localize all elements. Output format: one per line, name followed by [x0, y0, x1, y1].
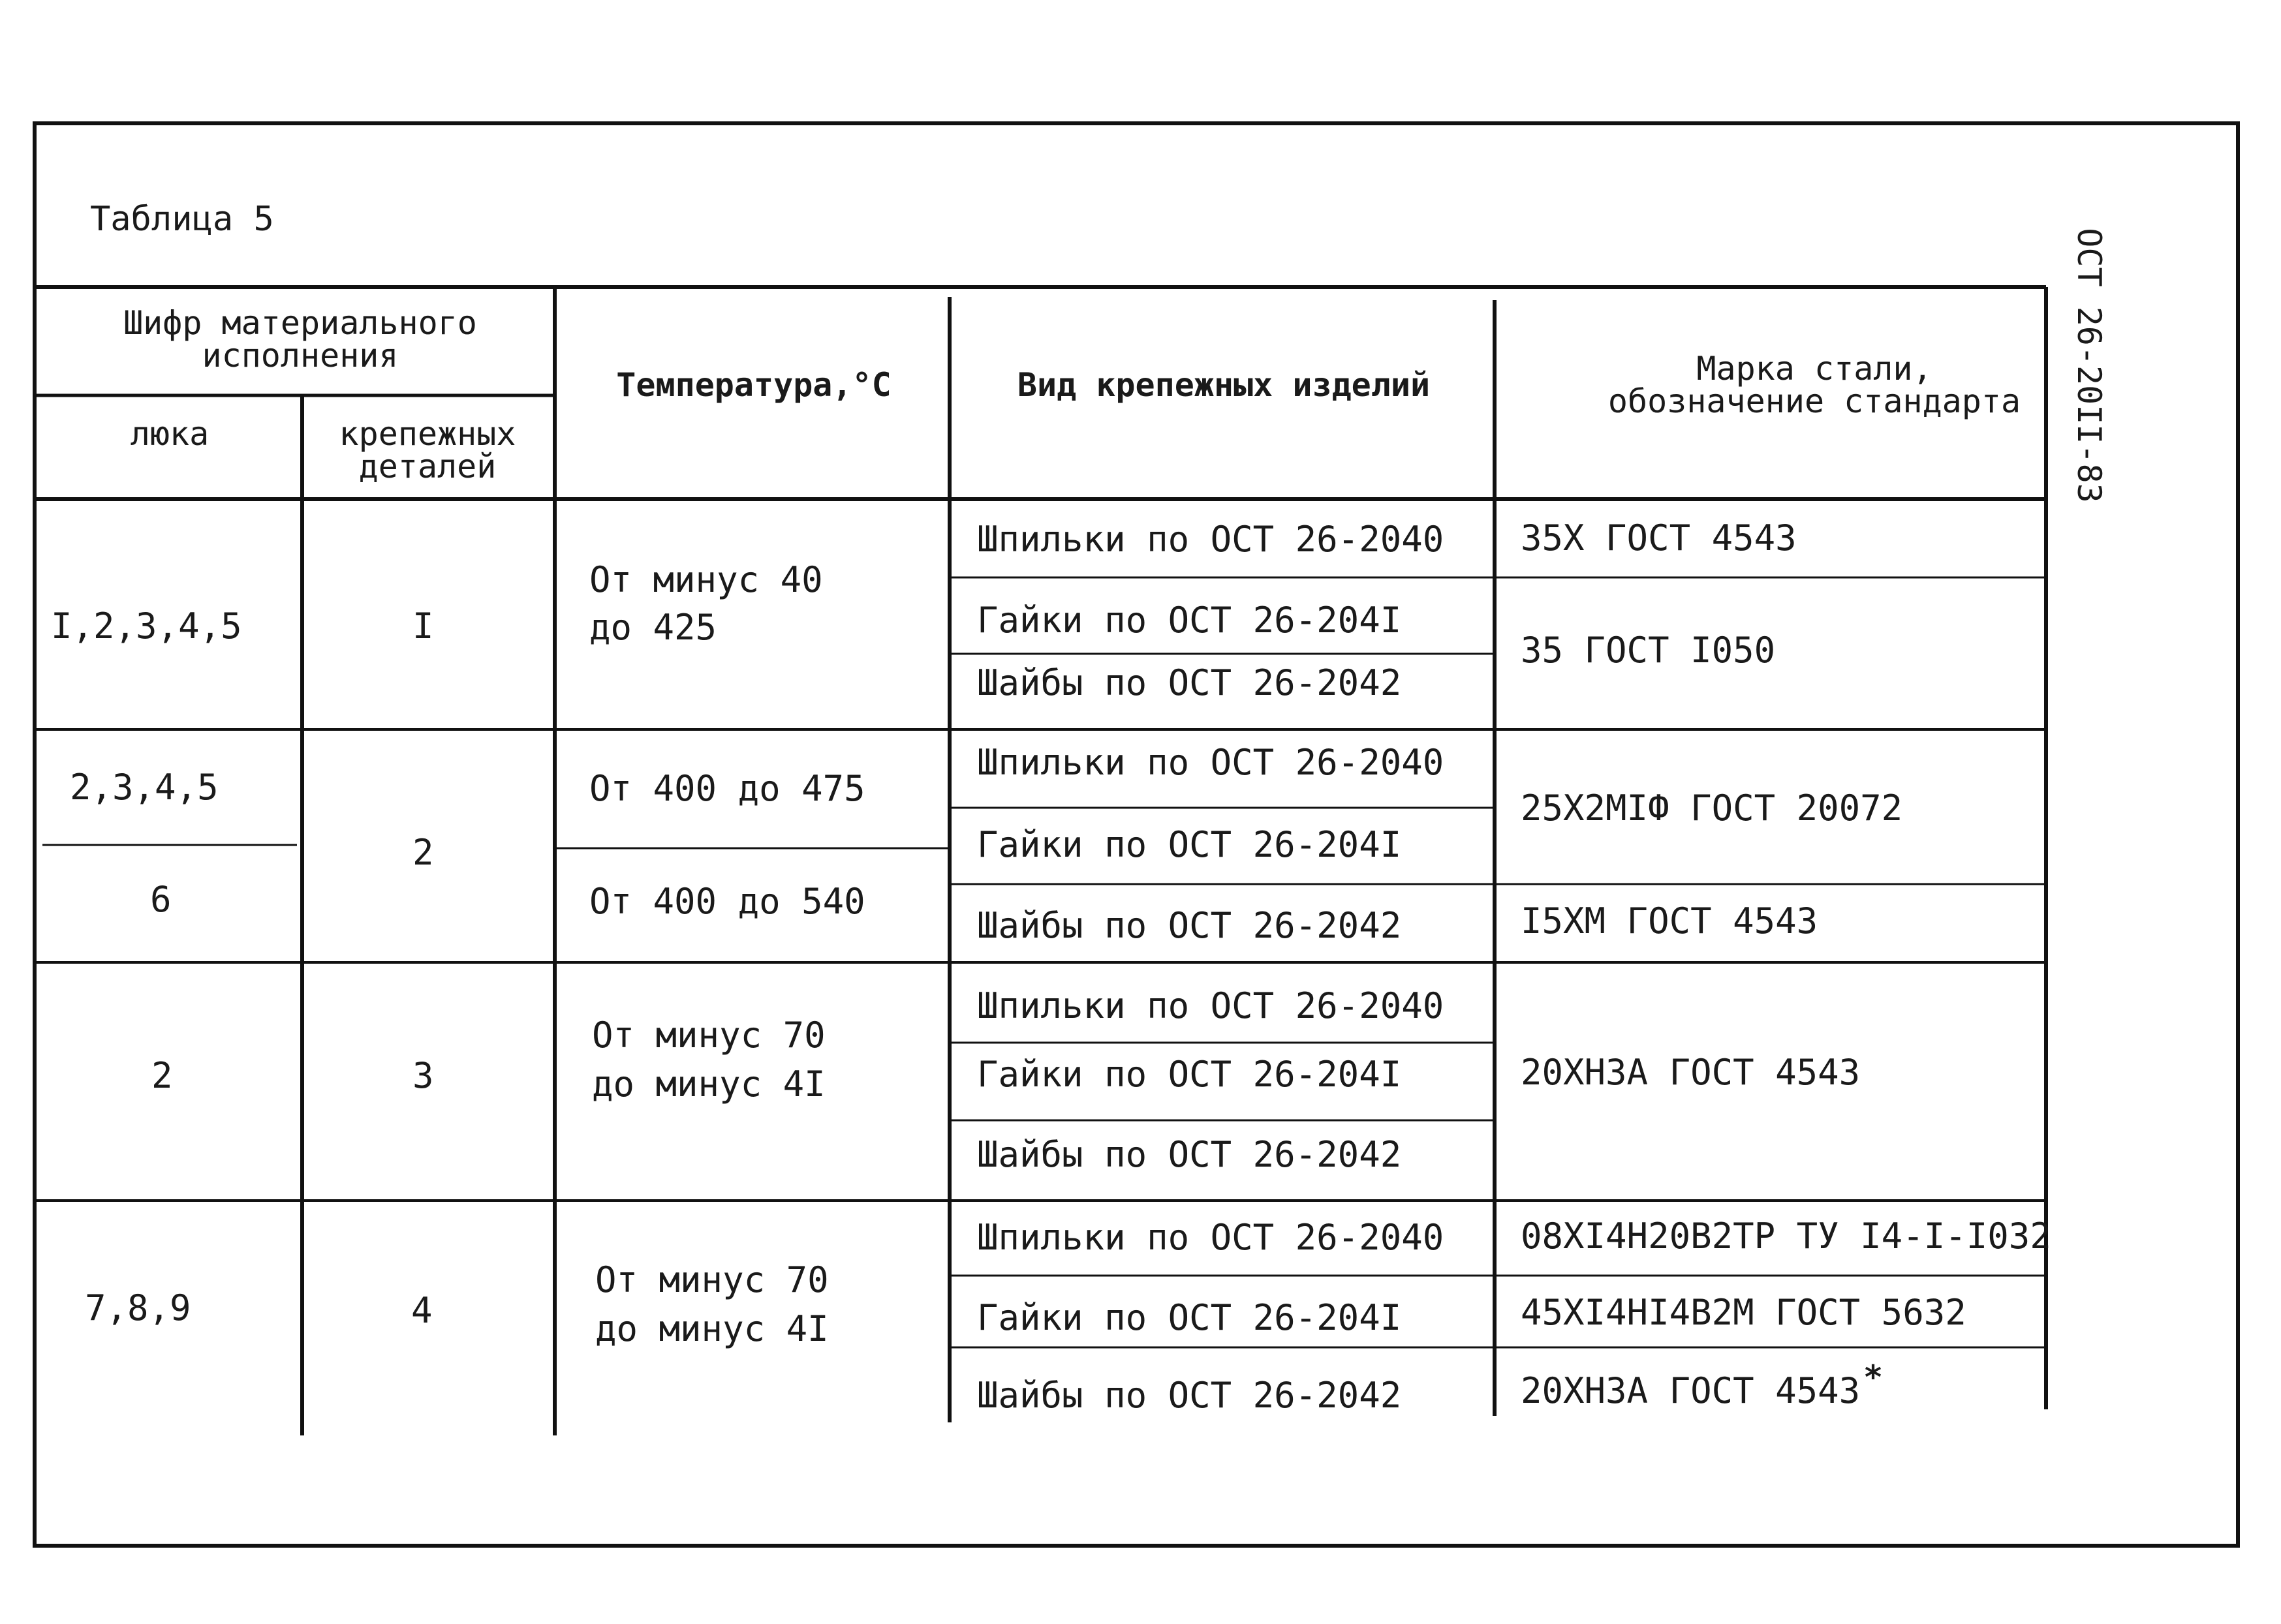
product-type: Гайки по ОСТ 26-204I	[977, 824, 1402, 865]
temperature-range: От 400 до 475	[589, 768, 865, 809]
fastener-code: I	[412, 605, 434, 647]
header-hatch: люка	[130, 415, 209, 453]
hatch-code: 6	[150, 879, 172, 920]
header-temperature: Температура,°С	[616, 366, 892, 404]
temperature-range: до 425	[589, 607, 717, 648]
steel-grade: 35 ГОСТ I050	[1521, 630, 1776, 671]
steel-grade: 35Х ГОСТ 4543	[1521, 517, 1797, 559]
document-code: ОСТ 26-20II-83	[2070, 228, 2108, 503]
product-type: Гайки по ОСТ 26-204I	[977, 600, 1402, 641]
hatch-code: I,2,3,4,5	[51, 605, 242, 647]
product-type: Шпильки по ОСТ 26-2040	[977, 985, 1444, 1026]
steel-grade: 45ХI4НI4В2М ГОСТ 5632	[1521, 1292, 1966, 1333]
temperature-range: От минус 70	[595, 1259, 829, 1300]
temperature-range: От минус 70	[592, 1015, 826, 1056]
product-type: Шайбы по ОСТ 26-2042	[977, 1134, 1402, 1175]
hatch-code: 2,3,4,5	[70, 767, 219, 808]
table-caption: Таблица 5	[90, 200, 274, 239]
product-type: Гайки по ОСТ 26-204I	[977, 1054, 1402, 1095]
header-steel-grade: Марка стали, обозначение стандарта	[1607, 350, 2021, 420]
steel-grade: 20ХН3А ГОСТ 4543	[1521, 1370, 1861, 1411]
product-type: Шпильки по ОСТ 26-2040	[977, 742, 1444, 783]
hatch-code: 2	[151, 1055, 173, 1096]
product-type: Шайбы по ОСТ 26-2042	[977, 1375, 1402, 1416]
fastener-code: 4	[411, 1290, 433, 1331]
steel-grade: I5ХМ ГОСТ 4543	[1521, 900, 1818, 942]
header-product-type: Вид крепежных изделий	[1017, 366, 1431, 404]
product-type: Шайбы по ОСТ 26-2042	[977, 662, 1402, 703]
footnote-mark: *	[1863, 1358, 1884, 1396]
header-fasteners: крепежных деталей	[339, 415, 516, 485]
product-type: Шайбы по ОСТ 26-2042	[977, 905, 1402, 946]
product-type: Шпильки по ОСТ 26-2040	[977, 519, 1444, 560]
temperature-range: до минус 4I	[592, 1064, 826, 1105]
steel-grade: 20ХН3А ГОСТ 4543	[1521, 1052, 1861, 1093]
steel-grade: 25Х2МIФ ГОСТ 20072	[1521, 788, 1903, 829]
header-material-code: Шифр материального исполнения	[123, 304, 477, 375]
product-type: Шпильки по ОСТ 26-2040	[977, 1217, 1444, 1258]
fastener-code: 2	[412, 832, 434, 873]
hatch-code: 7,8,9	[85, 1287, 191, 1328]
temperature-range: От минус 40	[589, 559, 823, 600]
fastener-code: 3	[412, 1055, 434, 1096]
product-type: Гайки по ОСТ 26-204I	[977, 1297, 1402, 1338]
temperature-range: до минус 4I	[595, 1308, 829, 1349]
steel-grade: 08ХI4Н20В2ТР ТУ I4-I-I032	[1521, 1216, 2051, 1257]
temperature-range: От 400 до 540	[589, 881, 865, 922]
